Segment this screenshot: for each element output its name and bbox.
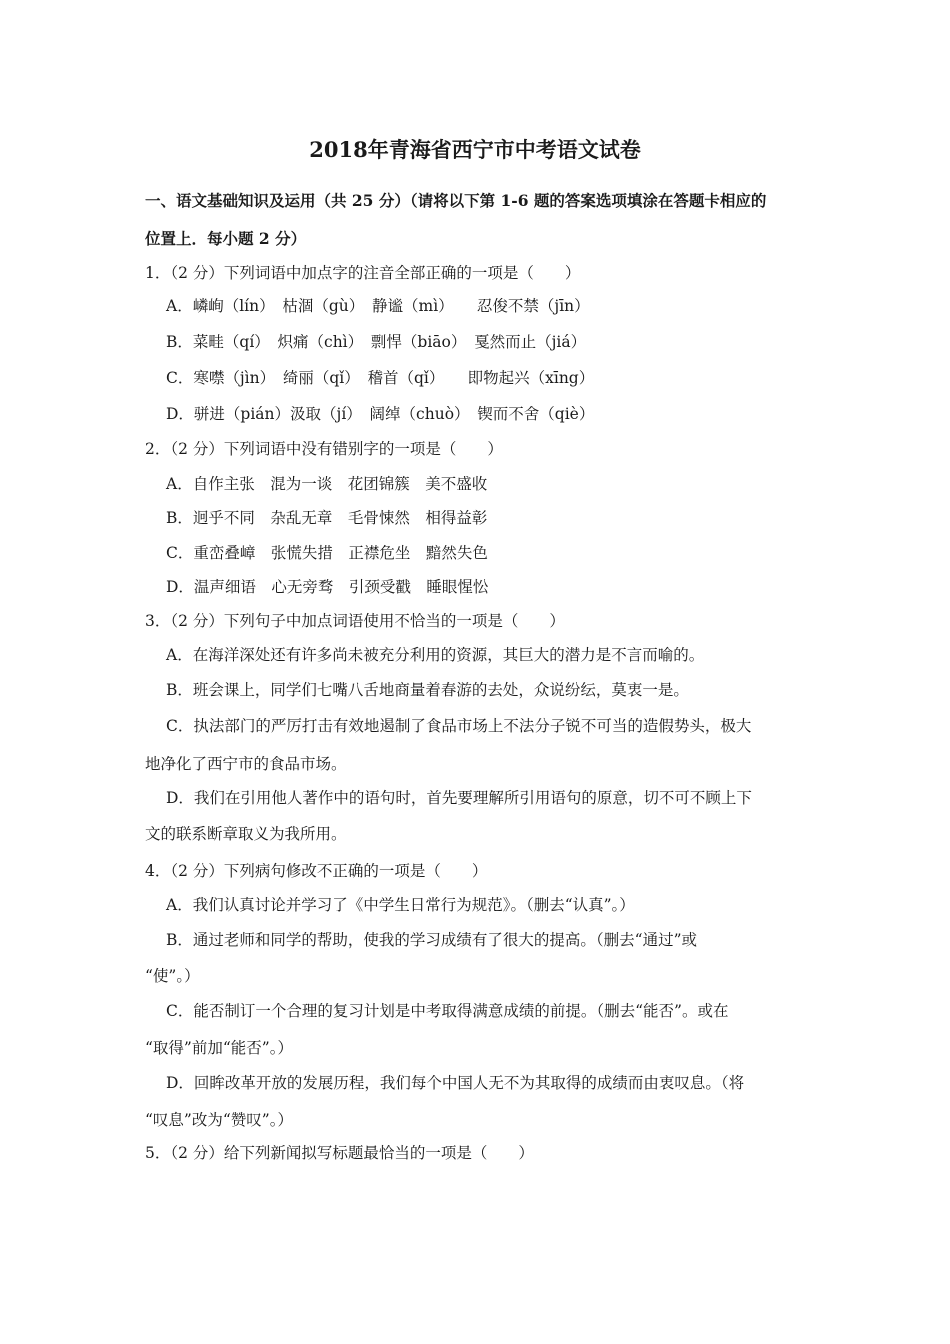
question-3-option-a: A．在海洋深处还有许多尚未被充分利用的资源，其巨大的潜力是不言而喻的。 (166, 646, 705, 664)
question-1-option-a: A．嶙峋（lín） 枯涸（gù） 静谧（mì） 忍俊不禁（jīn） (166, 297, 590, 315)
question-3-stem: 3．（2 分）下列句子中加点词语使用不恰当的一项是（ ） (145, 612, 565, 630)
question-1-stem: 1．（2 分）下列词语中加点字的注音全部正确的一项是（ ） (145, 264, 581, 282)
question-2-option-c: C．重峦叠嶂 张慌失措 正襟危坐 黯然失色 (166, 544, 488, 562)
question-4-option-c-line1: C．能否制订一个合理的复习计划是中考取得满意成绩的前提。（删去“能否”。或在 (166, 1002, 729, 1020)
question-4-option-b-line2: “使”。） (145, 967, 200, 985)
question-3-option-c-line1: C．执法部门的严厉打击有效地遏制了食品市场上不法分子锐不可当的造假势头，极大 (166, 717, 752, 735)
question-4-option-a: A．我们认真讨论并学习了《中学生日常行为规范》。（删去“认真”。） (166, 896, 635, 914)
question-3-option-d-line1: D．我们在引用他人著作中的语句时，首先要理解所引用语句的原意，切不可不顾上下 (166, 789, 752, 807)
question-1-option-d: D．骈进（pián）汲取（jí） 阔绰（chuò） 锲而不舍（qiè） (166, 405, 595, 423)
question-4-option-b-line1: B．通过老师和同学的帮助，使我的学习成绩有了很大的提高。（删去“通过”或 (166, 931, 697, 949)
question-5-stem: 5．（2 分）给下列新闻拟写标题最恰当的一项是（ ） (145, 1144, 534, 1162)
question-1-option-c: C．寒噤（jìn） 绮丽（qǐ） 稽首（qǐ） 即物起兴（xīng） (166, 369, 595, 387)
question-4-option-d-line1: D．回眸改革开放的发展历程，我们每个中国人无不为其取得的成绩而由衷叹息。（将 (166, 1074, 745, 1092)
question-4-option-d-line2: “叹息”改为“赞叹”。） (145, 1111, 293, 1129)
question-2-option-b: B．迥乎不同 杂乱无章 毛骨悚然 相得益彰 (166, 509, 488, 527)
question-3-option-b: B．班会课上，同学们七嘴八舌地商量着春游的去处，众说纷纭，莫衷一是。 (166, 681, 689, 699)
question-2-stem: 2．（2 分）下列词语中没有错别字的一项是（ ） (145, 440, 503, 458)
question-4-option-c-line2: “取得”前加“能否”。） (145, 1039, 293, 1057)
section-heading-line1: 一、语文基础知识及运用（共 25 分）（请将以下第 1-6 题的答案选项填涂在答题卡相应的 (145, 191, 767, 210)
question-2-option-d: D．温声细语 心无旁骛 引颈受戳 睡眼惺忪 (166, 578, 489, 596)
section-heading-line2: 位置上．每小题 2 分） (145, 229, 307, 248)
page-title: 2018年青海省西宁市中考语文试卷 (309, 137, 641, 162)
question-1-option-b: B．菜畦（qí） 炽痛（chì） 剽悍（biāo） 戛然而止（jiá） (166, 333, 587, 351)
question-2-option-a: A．自作主张 混为一谈 花团锦簇 美不盛收 (166, 475, 488, 493)
question-4-stem: 4．（2 分）下列病句修改不正确的一项是（ ） (145, 862, 488, 880)
question-3-option-c-line2: 地净化了西宁市的食品市场。 (145, 755, 347, 773)
question-3-option-d-line2: 文的联系断章取义为我所用。 (145, 825, 347, 843)
